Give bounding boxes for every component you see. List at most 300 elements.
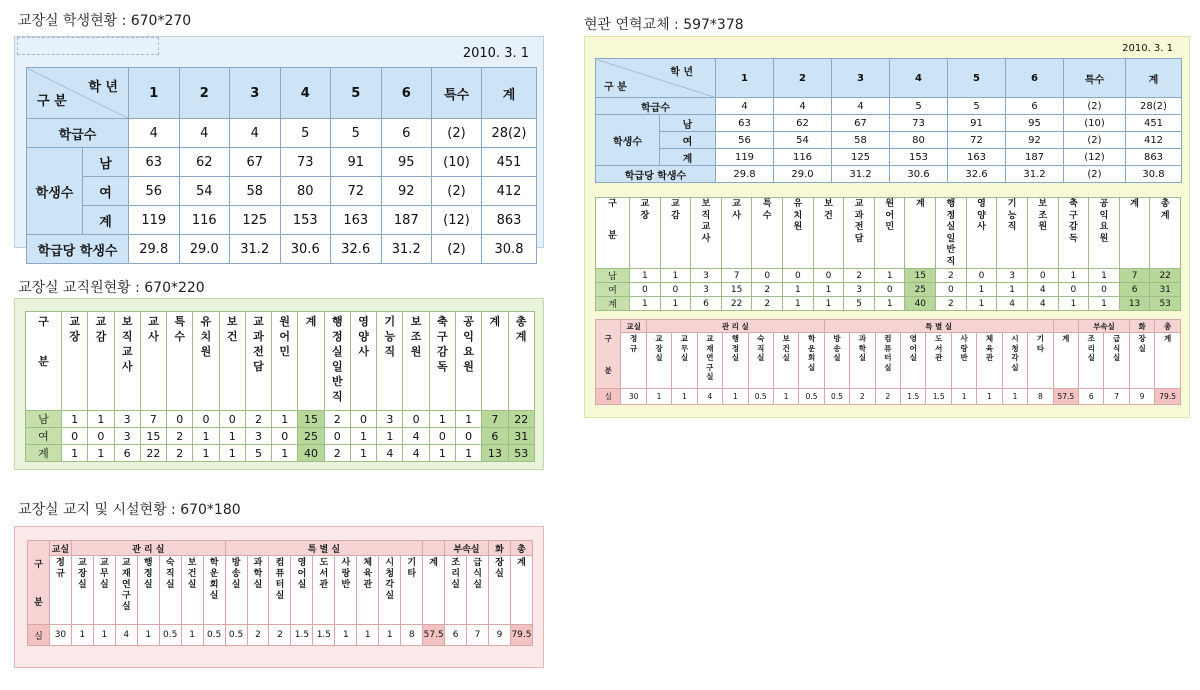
col-header: 계 — [1126, 59, 1182, 98]
table-row — [27, 119, 537, 148]
cell: 1 — [357, 625, 379, 646]
col-header: 계 — [298, 312, 324, 411]
cell: 4 — [230, 119, 281, 148]
cell: 1 — [951, 389, 976, 405]
row-label: 학급수 — [27, 119, 129, 148]
cell: 62 — [179, 148, 230, 177]
cell: 92 — [1006, 132, 1064, 149]
row-label: 여 — [660, 132, 716, 149]
cell: 53 — [1150, 297, 1181, 311]
cell: 1 — [455, 411, 481, 428]
col-header: 보조원 — [403, 312, 429, 411]
col-header: 컴퓨터실 — [269, 556, 291, 625]
cell: 187 — [1006, 149, 1064, 166]
cell: 54 — [774, 132, 832, 149]
row-label: 남 — [596, 269, 630, 283]
col-header: 과학실 — [850, 333, 875, 389]
col-header: 3 — [230, 68, 281, 119]
table-row — [596, 389, 1181, 405]
col-header: 교과전담 — [245, 312, 271, 411]
col-header: 조리실 — [1079, 333, 1104, 389]
lobby-date: 2010. 3. 1 — [1122, 43, 1173, 54]
cell: 3 — [377, 411, 403, 428]
cell: 0 — [403, 411, 429, 428]
cell: 6 — [691, 297, 722, 311]
cell: 6 — [1079, 389, 1104, 405]
col-header: 기타 — [1028, 333, 1053, 389]
cell: 0 — [324, 428, 350, 445]
cell: 0 — [219, 411, 245, 428]
cell: 2 — [936, 269, 967, 283]
col-header: 4 — [280, 68, 331, 119]
cell: 1 — [350, 428, 376, 445]
cell: 31.2 — [381, 235, 432, 264]
cell: 2 — [875, 389, 900, 405]
cell: 4 — [403, 445, 429, 462]
col-header: 6 — [381, 68, 432, 119]
group-header: 관 리 실 — [71, 541, 225, 556]
cell: 1 — [874, 269, 905, 283]
col-header: 교재연구실 — [697, 333, 722, 389]
cell: 3 — [114, 428, 140, 445]
header-row — [26, 312, 535, 411]
cell: 29.8 — [716, 166, 774, 183]
table-row — [596, 149, 1182, 166]
cell: 79.5 — [510, 625, 532, 646]
col-header: 2 — [774, 59, 832, 98]
row-label: 여 — [596, 283, 630, 297]
cell: 0.5 — [203, 625, 225, 646]
cell: 2 — [324, 445, 350, 462]
facilities-table — [27, 540, 533, 646]
cell: 2 — [850, 389, 875, 405]
cell: 31 — [508, 428, 534, 445]
cell: 2 — [167, 445, 193, 462]
cell: 153 — [280, 206, 331, 235]
cell: 0 — [966, 269, 997, 283]
cell: 0.5 — [159, 625, 181, 646]
cell: 1 — [966, 297, 997, 311]
cell: 9 — [1129, 389, 1154, 405]
facilities-corner: 구 분 — [28, 541, 50, 625]
col-header: 총계 — [1150, 198, 1181, 269]
group-header: 부속실 — [445, 541, 489, 556]
col-header: 기타 — [401, 556, 423, 625]
cell: 3 — [691, 269, 722, 283]
col-header: 계 — [1053, 333, 1078, 389]
col-header: 교장실 — [646, 333, 671, 389]
cell: 40 — [905, 297, 936, 311]
cell: 3 — [691, 283, 722, 297]
cell: 5 — [844, 297, 875, 311]
cell: 0.5 — [824, 389, 849, 405]
cell: 1 — [272, 445, 298, 462]
col-header: 영양사 — [966, 198, 997, 269]
cell: 63 — [716, 115, 774, 132]
cell: 13 — [482, 445, 508, 462]
col-header: 계 — [510, 556, 532, 625]
cell: 30.6 — [280, 235, 331, 264]
table-row — [596, 297, 1181, 311]
lobby-staff-table — [595, 197, 1181, 311]
cell: 1.5 — [901, 389, 926, 405]
cell: 31.2 — [832, 166, 890, 183]
cell: 0.5 — [225, 625, 247, 646]
cell: 1 — [181, 625, 203, 646]
row-label: 실 — [596, 389, 621, 405]
cell: 25 — [298, 428, 324, 445]
cell: 0 — [1027, 269, 1058, 283]
cell: 2 — [936, 297, 967, 311]
col-header: 보건 — [813, 198, 844, 269]
cell: 91 — [948, 115, 1006, 132]
cell: 2 — [752, 297, 783, 311]
table-row — [26, 445, 535, 462]
cell: (2) — [1064, 132, 1126, 149]
caption-facilities: 교장실 교지 및 시설현황 : 670*180 — [18, 502, 241, 518]
cell: 15 — [140, 428, 166, 445]
col-header: 3 — [832, 59, 890, 98]
cell: 1 — [1002, 389, 1027, 405]
col-header: 행정실 — [723, 333, 748, 389]
col-header: 2 — [179, 68, 230, 119]
cell: 91 — [331, 148, 382, 177]
cell: 25 — [905, 283, 936, 297]
cell: 451 — [482, 148, 537, 177]
students-date: 2010. 3. 1 — [462, 46, 529, 61]
cell: 1 — [646, 389, 671, 405]
col-header: 숙직실 — [159, 556, 181, 625]
table-row — [596, 166, 1182, 183]
caption-staff: 교장실 교직원현황 : 670*220 — [18, 280, 205, 296]
col-header: 교장 — [62, 312, 88, 411]
cell: 7 — [140, 411, 166, 428]
col-header: 기능직 — [997, 198, 1028, 269]
staff-corner: 구 분 — [596, 198, 630, 269]
cell: 6 — [445, 625, 467, 646]
table-row — [27, 206, 537, 235]
col-header: 유치원 — [783, 198, 814, 269]
table-row — [27, 148, 537, 177]
lobby-facilities-table — [595, 319, 1181, 405]
cell: 15 — [298, 411, 324, 428]
cell: 1 — [335, 625, 357, 646]
cell: 6 — [114, 445, 140, 462]
cell: 29.0 — [179, 235, 230, 264]
cell: 1 — [1058, 269, 1089, 283]
cell: 0 — [1089, 283, 1120, 297]
cell: 56 — [129, 177, 180, 206]
cell: 2 — [844, 269, 875, 283]
col-header: 4 — [890, 59, 948, 98]
cell: (2) — [1064, 98, 1126, 115]
cell: 32.6 — [948, 166, 1006, 183]
cell: 63 — [129, 148, 180, 177]
cell: 1 — [773, 389, 798, 405]
cell: 3 — [997, 269, 1028, 283]
staff-corner: 구 분 — [26, 312, 62, 411]
col-header: 학운회실 — [799, 333, 824, 389]
row-label: 계 — [596, 297, 630, 311]
header-row — [596, 198, 1181, 269]
col-header: 5 — [948, 59, 1006, 98]
cell: 28(2) — [482, 119, 537, 148]
cell: 80 — [890, 132, 948, 149]
cell: (2) — [432, 119, 482, 148]
cell: 2 — [245, 411, 271, 428]
cell: 54 — [179, 177, 230, 206]
col-header: 1 — [129, 68, 180, 119]
cell: 4 — [1027, 283, 1058, 297]
col-header: 시청각실 — [379, 556, 401, 625]
cell: 0 — [630, 283, 661, 297]
cell: 0 — [874, 283, 905, 297]
cell: 29.0 — [774, 166, 832, 183]
cell: 5 — [245, 445, 271, 462]
cell: 30.6 — [890, 166, 948, 183]
col-header: 조리실 — [445, 556, 467, 625]
cell: 0 — [455, 428, 481, 445]
cell: 4 — [1027, 297, 1058, 311]
col-header: 교무실 — [672, 333, 697, 389]
cell: 6 — [1119, 283, 1150, 297]
cell: 4 — [179, 119, 230, 148]
col-header: 특수 — [167, 312, 193, 411]
cell: 1 — [630, 269, 661, 283]
col-header: 학운회실 — [203, 556, 225, 625]
cell: 863 — [1126, 149, 1182, 166]
cell: 1 — [813, 283, 844, 297]
cell: 58 — [832, 132, 890, 149]
cell: 163 — [948, 149, 1006, 166]
cell: (12) — [432, 206, 482, 235]
col-header: 보건실 — [773, 333, 798, 389]
cell: 30 — [621, 389, 646, 405]
col-header: 방송실 — [225, 556, 247, 625]
cell: 412 — [482, 177, 537, 206]
cell: 0 — [167, 411, 193, 428]
group-header: 특 별 실 — [225, 541, 423, 556]
facilities-panel — [14, 526, 544, 668]
cell: 40 — [298, 445, 324, 462]
cell: 0 — [193, 411, 219, 428]
cell: 7 — [482, 411, 508, 428]
cell: 30.8 — [1126, 166, 1182, 183]
cell: (10) — [1064, 115, 1126, 132]
cell: 72 — [948, 132, 1006, 149]
cell: 31.2 — [1006, 166, 1064, 183]
cell: 163 — [331, 206, 382, 235]
group-header: 총 — [510, 541, 532, 556]
cell: 4 — [403, 428, 429, 445]
col-header: 계 — [482, 312, 508, 411]
col-header: 체육관 — [357, 556, 379, 625]
col-header: 계 — [482, 68, 537, 119]
cell: 2 — [247, 625, 269, 646]
cell: 1.5 — [926, 389, 951, 405]
cell: 1 — [660, 269, 691, 283]
row-label: 학급당 학생수 — [596, 166, 716, 183]
group-header: 교실 — [49, 541, 71, 556]
col-header: 5 — [331, 68, 382, 119]
col-header: 6 — [1006, 59, 1064, 98]
col-header: 원어민 — [874, 198, 905, 269]
cell: 62 — [774, 115, 832, 132]
col-header: 체육관 — [977, 333, 1002, 389]
col-header: 교사 — [721, 198, 752, 269]
cell: 5 — [280, 119, 331, 148]
cell: 0 — [272, 428, 298, 445]
cell: 1 — [783, 297, 814, 311]
col-header: 교사 — [140, 312, 166, 411]
table-row — [596, 132, 1182, 149]
col-header: 총계 — [508, 312, 534, 411]
cell: 57.5 — [423, 625, 445, 646]
group-header: 화 — [1129, 320, 1154, 333]
cell: (2) — [432, 235, 482, 264]
cell: 1 — [1089, 269, 1120, 283]
cell: 125 — [230, 206, 281, 235]
row-label: 여 — [26, 428, 62, 445]
cell: 57.5 — [1053, 389, 1078, 405]
cell: 56 — [716, 132, 774, 149]
col-header: 보조원 — [1027, 198, 1058, 269]
cell: 1 — [660, 297, 691, 311]
cell: 1 — [455, 445, 481, 462]
row-label: 남 — [660, 115, 716, 132]
col-header: 보직교사 — [691, 198, 722, 269]
row-label: 남 — [26, 411, 62, 428]
row-label: 학급당 학생수 — [27, 235, 129, 264]
cell: 58 — [230, 177, 281, 206]
col-header: 사랑반 — [951, 333, 976, 389]
header-row — [596, 333, 1181, 389]
cell: 1 — [193, 428, 219, 445]
col-header: 기능직 — [377, 312, 403, 411]
cell: 1 — [630, 297, 661, 311]
cell: 451 — [1126, 115, 1182, 132]
col-header: 계 — [905, 198, 936, 269]
row-label: 실 — [28, 625, 50, 646]
cell: 1 — [977, 389, 1002, 405]
col-header: 원어민 — [272, 312, 298, 411]
col-header: 교감 — [660, 198, 691, 269]
cell: 72 — [331, 177, 382, 206]
col-header: 공익요원 — [1089, 198, 1120, 269]
cell: 8 — [1028, 389, 1053, 405]
cell: 30 — [49, 625, 71, 646]
cell: 1 — [62, 411, 88, 428]
table-row — [596, 283, 1181, 297]
cell: 863 — [482, 206, 537, 235]
cell: 4 — [774, 98, 832, 115]
cell: 2 — [752, 283, 783, 297]
group-header: 특 별 실 — [824, 320, 1053, 333]
row-group-label: 학생수 — [27, 148, 83, 235]
students-panel — [14, 36, 544, 259]
col-header: 행정실일반직 — [324, 312, 350, 411]
col-header: 영어실 — [291, 556, 313, 625]
group-header: 화 — [489, 541, 511, 556]
col-header: 계 — [1119, 198, 1150, 269]
col-header: 숙직실 — [748, 333, 773, 389]
cell: 1 — [379, 625, 401, 646]
students-corner: 학 년 구 분 — [27, 68, 129, 119]
cell: 53 — [508, 445, 534, 462]
cell: 1 — [997, 283, 1028, 297]
row-label: 계 — [26, 445, 62, 462]
col-header: 과학실 — [247, 556, 269, 625]
cell: 7 — [721, 269, 752, 283]
cell: 4 — [997, 297, 1028, 311]
cell: 1 — [71, 625, 93, 646]
cell: 1.5 — [313, 625, 335, 646]
cell: 5 — [331, 119, 382, 148]
cell: 15 — [721, 283, 752, 297]
cell: 5 — [948, 98, 1006, 115]
placeholder-box — [17, 37, 159, 55]
cell: 22 — [508, 411, 534, 428]
cell: 1 — [966, 283, 997, 297]
table-row — [596, 269, 1181, 283]
cell: 79.5 — [1155, 389, 1181, 405]
cell: 2 — [269, 625, 291, 646]
lobby-students-table — [595, 58, 1182, 183]
col-header: 교재연구실 — [115, 556, 137, 625]
staff-panel — [14, 298, 544, 470]
col-header: 축구감독 — [1058, 198, 1089, 269]
col-header: 1 — [716, 59, 774, 98]
cell: 31.2 — [230, 235, 281, 264]
cell: 4 — [832, 98, 890, 115]
col-header: 도서관 — [926, 333, 951, 389]
col-header: 특수 — [432, 68, 482, 119]
caption-students: 교장실 학생현황 : 670*270 — [18, 13, 192, 29]
col-header: 장실 — [489, 556, 511, 625]
cell: 28(2) — [1126, 98, 1182, 115]
col-header: 도서관 — [313, 556, 335, 625]
col-header: 보건 — [219, 312, 245, 411]
col-header: 계 — [1155, 333, 1181, 389]
group-header — [423, 541, 445, 556]
cell: 7 — [1119, 269, 1150, 283]
group-row — [28, 541, 533, 556]
cell: 1 — [93, 625, 115, 646]
cell: 0 — [660, 283, 691, 297]
cell: 6 — [1006, 98, 1064, 115]
cell: 13 — [1119, 297, 1150, 311]
group-row — [596, 320, 1181, 333]
cell: 0 — [813, 269, 844, 283]
cell: 2 — [167, 428, 193, 445]
students-corner: 학 년 구 분 — [596, 59, 716, 98]
cell: 4 — [377, 445, 403, 462]
cell: (2) — [432, 177, 482, 206]
cell: 95 — [381, 148, 432, 177]
cell: 3 — [245, 428, 271, 445]
cell: 7 — [467, 625, 489, 646]
col-header: 장실 — [1129, 333, 1154, 389]
col-header: 교장실 — [71, 556, 93, 625]
col-header: 영양사 — [350, 312, 376, 411]
col-header: 교과전담 — [844, 198, 875, 269]
cell: 9 — [489, 625, 511, 646]
cell: 0 — [62, 428, 88, 445]
lobby-panel — [584, 36, 1190, 418]
col-header: 보직교사 — [114, 312, 140, 411]
cell: 3 — [844, 283, 875, 297]
cell: 1 — [1058, 297, 1089, 311]
